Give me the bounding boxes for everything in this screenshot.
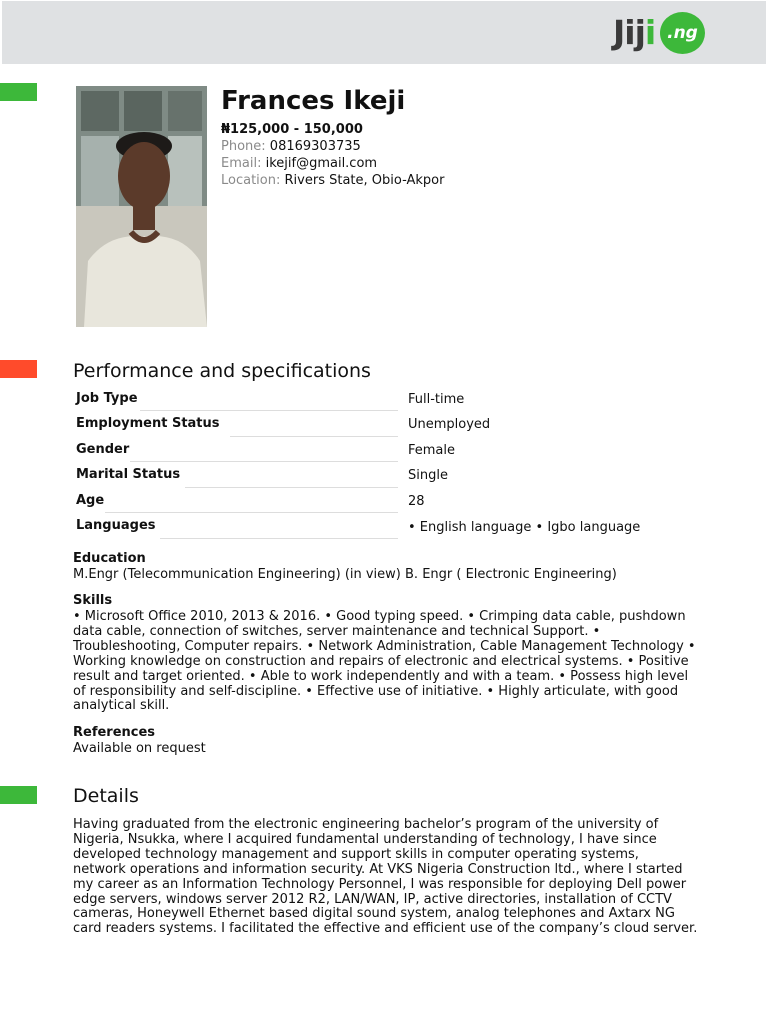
logo-wordmark: Jiji	[613, 13, 656, 52]
spec-divider	[230, 436, 398, 437]
spec-label: Age	[76, 493, 105, 508]
spec-value: 28	[408, 494, 425, 509]
phone-row	[221, 139, 361, 154]
profile-photo-icon	[76, 86, 207, 327]
details-line: cameras, Honeywell Ethernet based digital sound system, analog telephones and Axtarx NG	[73, 906, 675, 922]
spec-divider	[160, 538, 398, 539]
skills-line: • Microsoft Office 2010, 2013 & 2016. • Good typing speed. • Crimping data cable, pushdown	[73, 609, 686, 624]
phone-value[interactable]: 08169303735	[269, 139, 361, 154]
spec-value: Female	[408, 443, 456, 458]
details-text	[73, 818, 733, 937]
email-value[interactable]: ikejif@gmail.com	[265, 156, 378, 171]
spec-label: Languages	[76, 518, 156, 533]
spec-value: Single	[408, 468, 448, 483]
spec-value: • English language • Igbo language	[408, 520, 641, 535]
spec-divider	[130, 461, 398, 462]
details-line: developed technology management and support skills in computer operating systems,	[73, 846, 639, 862]
phone-label: Phone:	[221, 139, 266, 154]
skills-line: data cable, connection of switches, server maintenance and technical Support. •	[73, 623, 601, 639]
profile-photo	[76, 86, 207, 327]
email-label: Email:	[221, 156, 262, 171]
section-marker-profile	[0, 83, 37, 101]
references-title: References	[73, 725, 156, 740]
references-text: Available on request	[73, 741, 206, 756]
spec-label: Employment Status	[76, 416, 220, 431]
skills-title: Skills	[73, 593, 113, 608]
site-header	[2, 1, 766, 64]
skills-line: analytical skill.	[73, 698, 170, 714]
details-line: Nigeria, Nsukka, where I acquired fundamental understanding of technology, I have since	[73, 831, 657, 847]
location-label: Location:	[221, 173, 281, 188]
details-line: my career as an Information Technology Personnel, I was responsible for deploying Dell power	[73, 876, 687, 892]
education-text: M.Engr (Telecommunication Engineering) (in view) B. Engr ( Electronic Engineering)	[73, 567, 617, 582]
details-line: edge servers, windows server 2012 R2, LAN/WAN, IP, active directories, installation of CCTV	[73, 891, 672, 907]
skills-text	[73, 610, 733, 714]
email-row	[221, 156, 377, 171]
details-line: Having graduated from the electronic engineering bachelor’s program of the university of	[73, 817, 659, 832]
specs-section-title: Performance and specifications	[73, 360, 371, 382]
skills-line: Troubleshooting, Computer repairs. • Network Administration, Cable Management Technology •	[73, 638, 696, 654]
candidate-name: Frances Ikeji	[221, 86, 406, 116]
details-line: card readers systems. I facilitated the effective and efficient use of the company’s cloud server.	[73, 921, 698, 937]
logo-badge: .ng	[660, 12, 705, 54]
spec-label: Marital Status	[76, 467, 181, 482]
details-line: network operations and information security. At VKS Nigeria Construction ltd., where I started	[73, 861, 683, 877]
skills-line: result and target oriented. • Able to work independently and with a team. • Possess high level	[73, 668, 689, 684]
spec-value: Unemployed	[408, 417, 491, 432]
spec-value: Full-time	[408, 392, 465, 407]
section-marker-specs	[0, 360, 37, 378]
location-value: Rivers State, Obio-Akpor	[284, 173, 445, 188]
spec-divider	[185, 487, 398, 488]
spec-divider	[140, 410, 398, 411]
skills-line: Working knowledge on construction and repairs of electronic and electrical systems. • Positive	[73, 653, 689, 669]
skills-line: of responsibility and self-discipline. • Effective use of initiative. • Highly articulate, with good	[73, 683, 679, 699]
education-title: Education	[73, 551, 146, 566]
spec-label: Job Type	[76, 391, 138, 406]
spec-label: Gender	[76, 442, 130, 457]
location-row	[221, 173, 444, 188]
spec-divider	[105, 512, 398, 513]
salary-range: ₦125,000 - 150,000	[221, 122, 363, 137]
details-section-title: Details	[73, 785, 139, 807]
section-marker-details	[0, 786, 37, 804]
